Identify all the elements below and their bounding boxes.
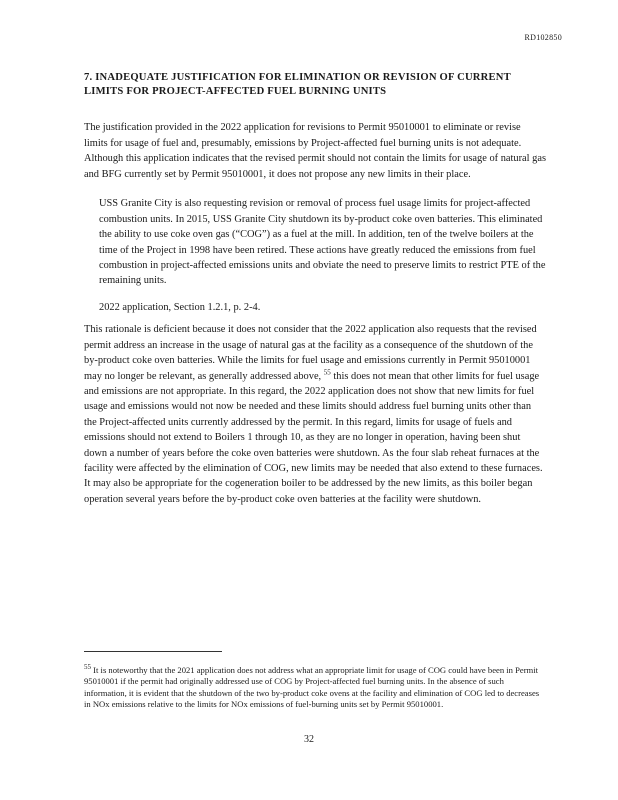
paragraph-2-text-a: This rationale is deficient because it does not consider that the 2022 application also requests that the revised permit address an increase in the usage of natural gas at the facility as a consequence of the shutdown of the by-product coke oven batteries. While the limits for fuel usage and emissions currently in Permit 95010001 may no longer be relevant, as generally addressed above, — [84, 324, 537, 382]
quote-citation: 2022 application, Section 1.2.1, p. 2-4. — [99, 302, 261, 314]
paragraph-2-text-b: this does not mean that other limits for fuel usage and emissions are not appropriate. In this regard, the 2022 application does not show that new limits for fuel usage and emissions would not now be needed and these limits should address fuel burning units other than the Project-affected units currently addressed by the permit. In this regard, limits for usage of fuels and emissions should not extend to Boilers 1 through 10, as they are no longer in operation, having been shut down a number of years before the coke oven batteries were shutdown. As the four slab reheat furnaces at the facility were affected by the elimination of COG, new limits may be needed that also extend to these furnaces. It may also be appropriate for the cogeneration boiler to be addressed by the new limits, as this boiler began operation several years before the by-product coke oven batteries at the facility were shutdown. — [84, 370, 543, 505]
page-number: 32 — [304, 734, 314, 745]
footnote-divider — [84, 651, 222, 652]
footnote — [84, 662, 546, 711]
footnote-text: It is noteworthy that the 2021 application does not address what an appropriate limit for usage of COG could have been in Permit 95010001 if the permit had originally addressed use of COG by Project-affected fuel burning units. In the absence of such information, it is evident that the shutdown of the two by-product coke ovens at the facility and elimination of COG led to decreases in NOx emissions relative to the limits for NOx emissions of fuel-burning units set by Permit 95010001. — [84, 664, 540, 710]
block-quote: USS Granite City is also requesting revision or removal of process fuel usage limits for project-affected combustion units. In 2015, USS Granite City shutdown its by-product coke oven batteries. This eliminated the ability to use coke oven gas (“COG”) as a fuel at the mill. In addition, ten of the twelve boilers at the time of the Project in 1998 have been retired. These actions have greatly reduced the emissions from fuel combustion in project-affected emissions units and obviate the need to preserve limits to restrict PTE of the remaining units. — [99, 198, 546, 287]
footnote-reference: 55 — [323, 368, 331, 377]
section-heading: 7. INADEQUATE JUSTIFICATION FOR ELIMINATION OR REVISION OF CURRENT LIMITS FOR PROJECT-AFFECTED FUEL BURNING UNITS — [84, 72, 511, 97]
footnote-number: 55 — [84, 662, 91, 671]
body-paragraph-1: The justification provided in the 2022 application for revisions to Permit 95010001 to eliminate or revise limits for usage of fuel and, presumably, emissions by Project-affected fuel burning units is not adequate. Although this application indicates that the revised permit should not contain the limits for usage of natural gas and BFG currently set by Permit 95010001, it does not propose any new limits in their place. — [84, 122, 546, 180]
document-id: RD102850 — [524, 33, 562, 42]
body-paragraph-2 — [84, 322, 546, 507]
